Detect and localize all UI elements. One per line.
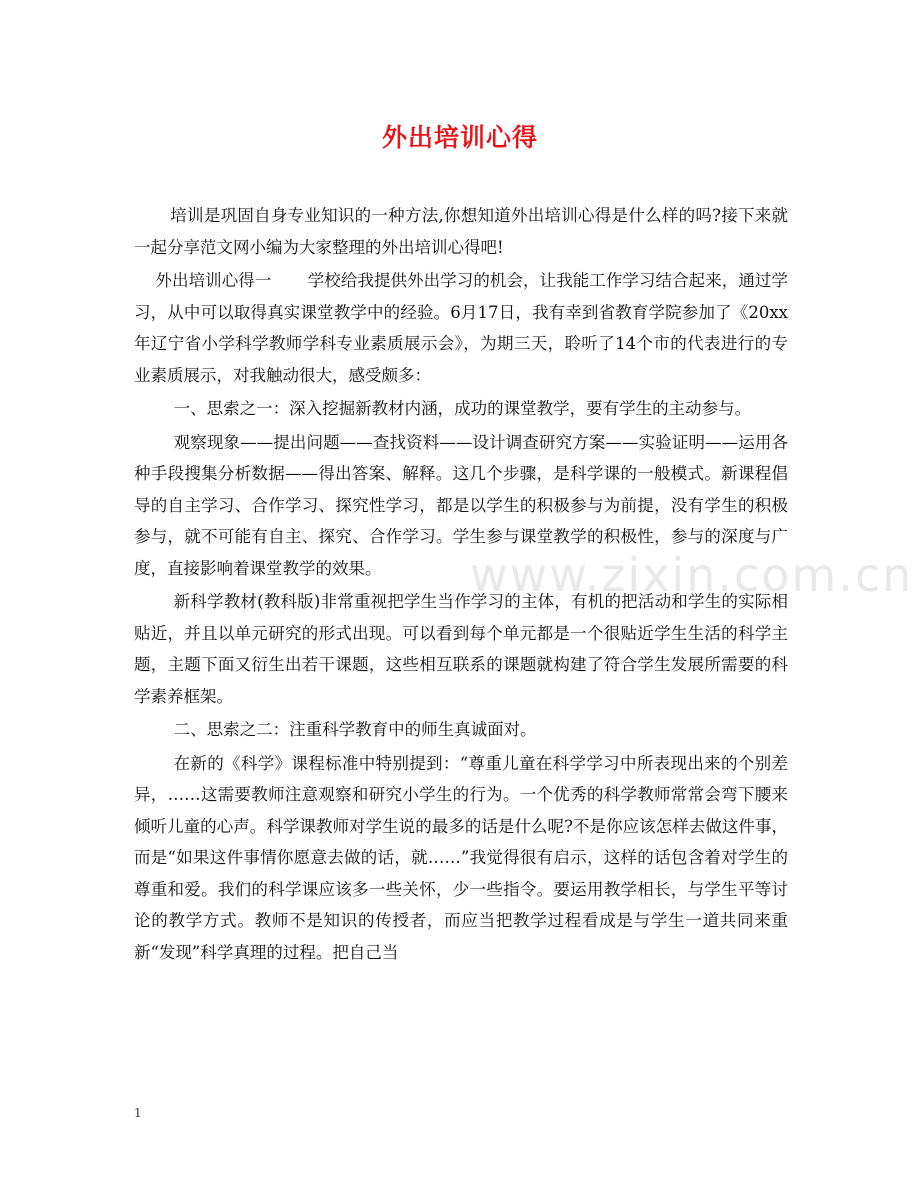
paragraph-3: 观察现象——提出问题——查找资料——设计调查研究方案——实验证明——运用各种手段搜集分析数据——得出答案、解释。这几个步骤，是科学课的一般模式。新课程倡导的自主学习、合作学习、探究性学习，都是以学生的积极参与为前提，没有学生的积极参与，就不可能有自主、探究、合作学习。学生参与课堂教学的积极性，参与的深度与广度，直接影响着课堂教学的效果。 [134,432,788,578]
document-body [134,200,788,970]
section-label: 外出培训心得一 [155,271,272,290]
document-title: 外出培训心得 [381,123,538,152]
paragraph-4: 新科学教材(教科版)非常重视把学生当作学习的主体，有机的把活动和学生的实际相贴近，并且以单元研究的形式出现。可以看到每个单元都是一个很贴近学生生活的科学主题，主题下面又衍生出若干课题，这些相互联系的课题就构建了符合学生发展所需要的科学素养框架。 [134,592,788,706]
watermark: www.zixin.com.cn [470,548,914,602]
intro-paragraph: 培训是巩固自身专业知识的一种方法,你想知道外出培训心得是什么样的吗?接下来就一起分享范文网小编为大家整理的外出培训心得吧! [134,206,788,257]
section-one-paragraph [134,265,788,391]
paragraph-1-text: 学校给我提供外出学习的机会，让我能工作学习结合起来，通过学习，从中可以取得真实课堂教学中的经验。6月17日，我有幸到省教育学院参加了《20xx年辽宁省小学科学教师学科专业素质展示会》，为期三天，聆听了14个市的代表进行的专业素质展示，对我触动很大，感受颇多： [134,271,789,385]
paragraph-6: 在新的《科学》课程标准中特别提到：“尊重儿童在科学学习中所表现出来的个别差异，……这需要教师注意观察和研究小学生的行为。一个优秀的科学教师常常会弯下腰来倾听儿童的心声。科学课教师对学生说的最多的话是什么呢?不是你应该怎样去做这件事，而是“如果这件事情你愿意去做的话，就……”我觉得很有启示，这样的话包含着对学生的尊重和爱。我们的科学课应该多一些关怀，少一些指令。要运用教学相长，与学生平等讨论的教学方式。教师不是知识的传授者，而应当把教学过程看成是与学生一道共同来重新“发现”科学真理的过程。把自己当 [134,753,788,962]
paragraph-2: 一、思索之一：深入挖掘新教材内涵，成功的课堂教学，要有学生的主动参与。 [173,399,752,418]
page-number: 1 [134,1106,142,1120]
paragraph-5: 二、思索之二：注重科学教育中的师生真诚面对。 [173,720,537,739]
